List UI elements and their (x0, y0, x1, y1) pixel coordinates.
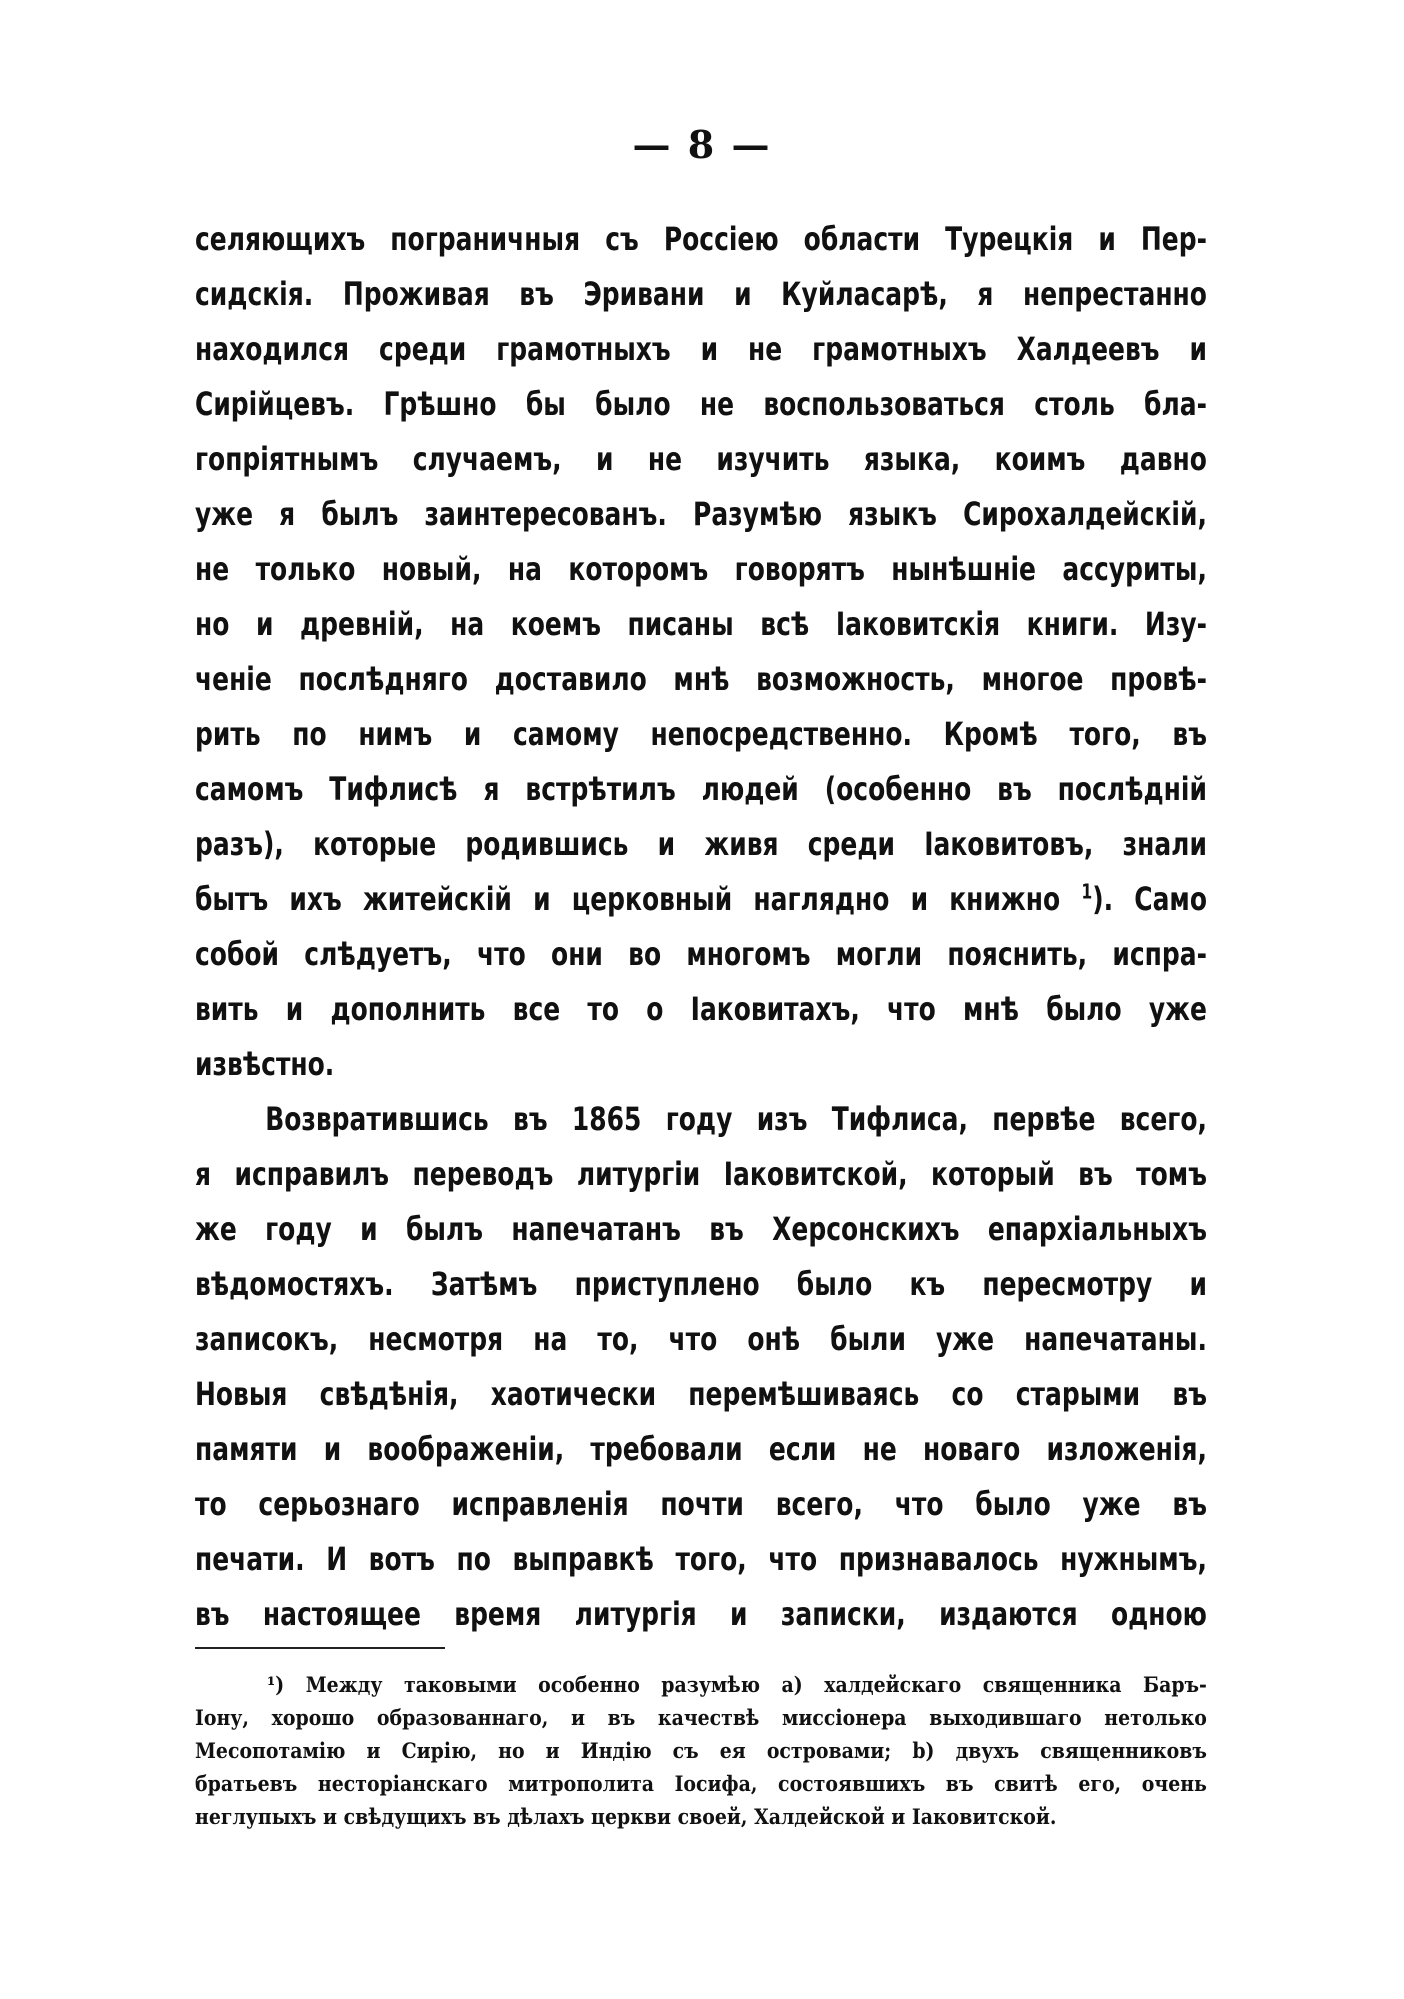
text-line: но и древній, на коемъ писаны всѣ Іаковитскія книги. Изу- (195, 605, 1207, 643)
text-line: не только новый, на которомъ говорятъ нынѣшніе ассуриты, (195, 550, 1207, 588)
text-line: собой слѣдуетъ, что они во многомъ могли пояснить, испра- (195, 935, 1207, 973)
footnote-line: Месопотамію и Сирію, но и Индію съ ея островами; b) двухъ священниковъ (195, 1738, 1207, 1763)
text-segment: ). Само (1092, 880, 1207, 918)
text-line: печати. И вотъ по выправкѣ того, что признавалось нужнымъ, (195, 1540, 1207, 1578)
text-line: уже я былъ заинтересованъ. Разумѣю языкъ Сирохалдейскій, (195, 495, 1207, 533)
text-line: то серьознаго исправленія почти всего, что было уже въ (195, 1485, 1207, 1523)
text-line: селяющихъ пограничныя съ Россіею области Турецкія и Пер- (195, 220, 1207, 258)
page-number: — 8 — (632, 122, 772, 167)
text-line: записокъ, несмотря на то, что онѣ были уже напечатаны. (195, 1320, 1207, 1358)
text-line: въ настоящее время литургія и записки, издаются одною (195, 1595, 1207, 1633)
text-line: Новыя свѣдѣнія, хаотически перемѣшиваясь со старыми въ (195, 1375, 1207, 1413)
text-line: разъ), которые родившись и живя среди Іаковитовъ, знали (195, 825, 1207, 863)
text-line: же году и былъ напечатанъ въ Херсонскихъ епархіальныхъ (195, 1210, 1207, 1248)
footnote-line: неглупыхъ и свѣдущихъ въ дѣлахъ церкви своей, Халдейской и Іаковитской. (195, 1804, 1057, 1829)
footnote-line: братьевъ несторіанскаго митрополита Іосифа, состоявшихъ въ свитѣ его, очень (195, 1771, 1207, 1796)
text-line: Сирійцевъ. Грѣшно бы было не воспользоваться столь бла- (195, 385, 1207, 423)
text-line-with-footnote-ref (195, 872, 1207, 927)
footnote-divider (195, 1647, 445, 1649)
text-line: вѣдомостяхъ. Затѣмъ приступлено было къ пересмотру и (195, 1265, 1207, 1303)
footnote-line: Іону, хорошо образованнаго, и въ качествѣ миссіонера выходившаго нетолько (195, 1705, 1207, 1730)
text-line: я исправилъ переводъ литургіи Іаковитской, который въ томъ (195, 1155, 1207, 1193)
text-line: памяти и воображеніи, требовали если не новаго изложенія, (195, 1430, 1207, 1468)
text-line: Возвратившись въ 1865 году изъ Тифлиса, первѣе всего, (265, 1100, 1207, 1138)
text-line: находился среди грамотныхъ и не грамотныхъ Халдеевъ и (195, 330, 1207, 368)
footnote-reference: 1 (1081, 879, 1093, 904)
text-line: самомъ Тифлисѣ я встрѣтилъ людей (особенно въ послѣдній (195, 770, 1207, 808)
footnote-line: ¹) Между таковыми особенно разумѣю а) халдейскаго священника Баръ- (267, 1672, 1207, 1697)
text-segment: бытъ ихъ житейскій и церковный наглядно и книжно (195, 880, 1061, 918)
text-line: ченіе послѣдняго доставило мнѣ возможность, многое провѣ- (195, 660, 1207, 698)
text-line: рить по нимъ и самому непосредственно. Кромѣ того, въ (195, 715, 1207, 753)
main-text (195, 212, 1207, 1642)
text-line: сидскія. Проживая въ Эривани и Куйласарѣ, я непрестанно (195, 275, 1207, 313)
text-line: извѣстно. (195, 1045, 335, 1083)
text-line: гопріятнымъ случаемъ, и не изучить языка, коимъ давно (195, 440, 1207, 478)
text-line: вить и дополнить все то о Іаковитахъ, что мнѣ было уже (195, 990, 1207, 1028)
footnote (195, 1668, 1207, 1833)
